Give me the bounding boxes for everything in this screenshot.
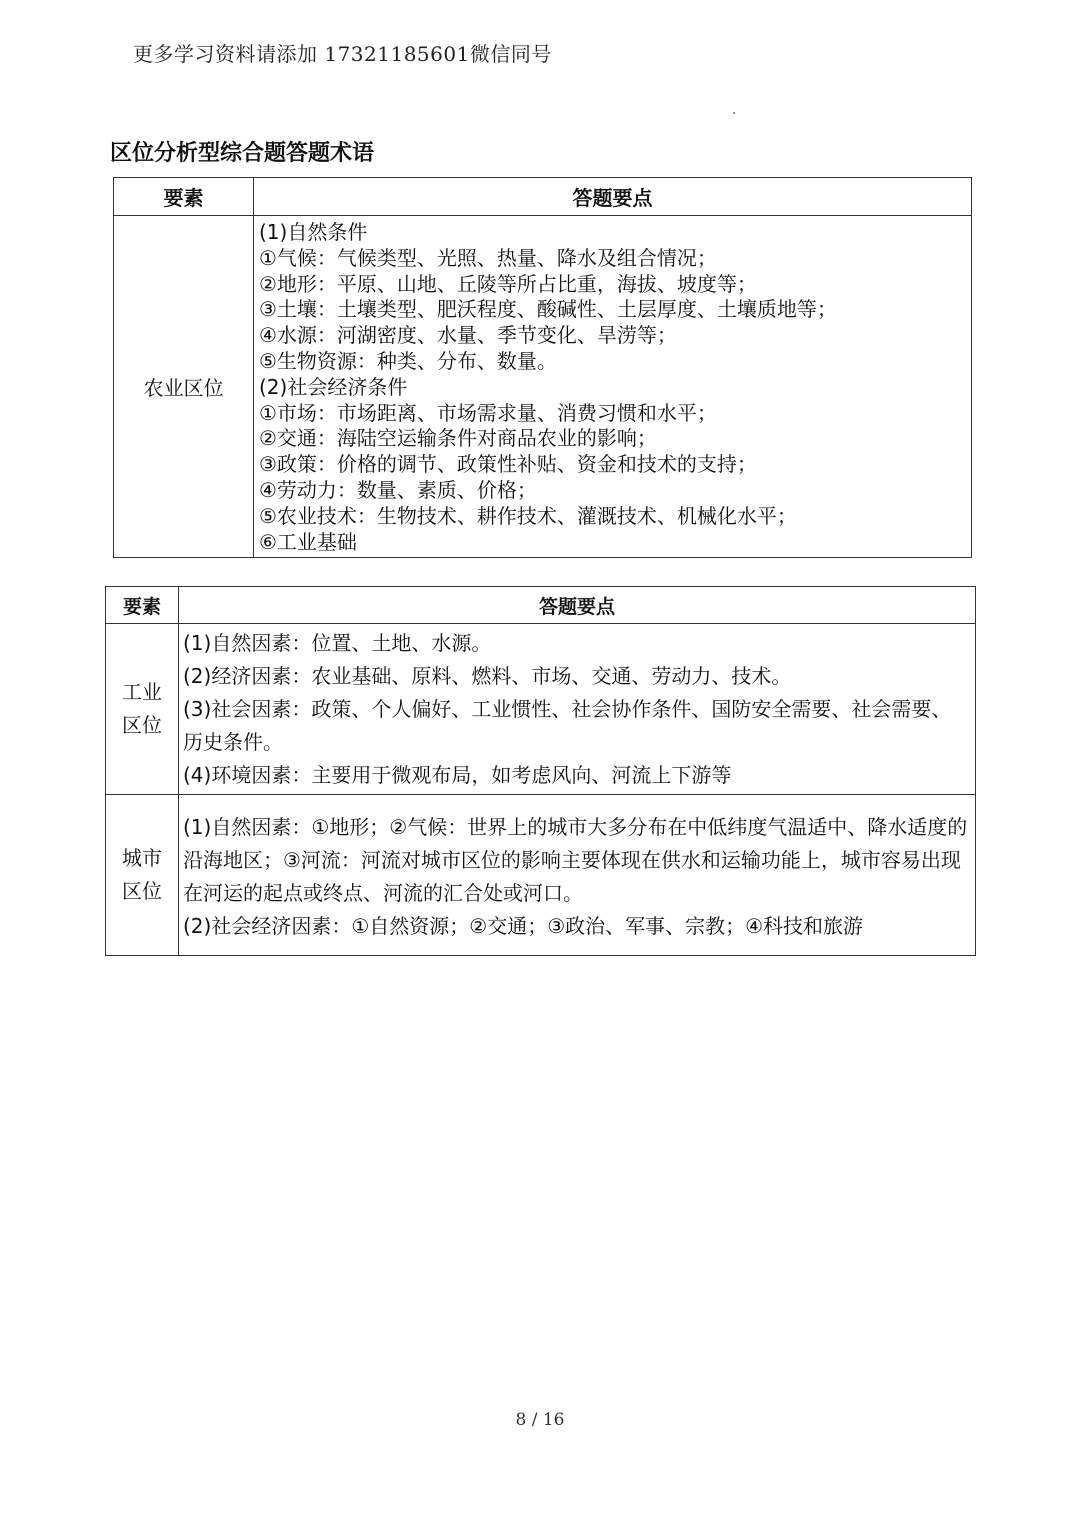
header-factor: 要素 xyxy=(106,587,179,624)
agriculture-points xyxy=(254,216,972,558)
point-paragraph: (2)社会经济因素：①自然资源；②交通；③政治、军事、宗教；④科技和旅游 xyxy=(183,914,864,938)
point-paragraph: (2)经济因素：农业基础、原料、燃料、市场、交通、劳动力、技术。 xyxy=(183,664,792,688)
header-key-points: 答题要点 xyxy=(254,178,972,216)
point-line: (1)自然条件 xyxy=(259,220,368,244)
factor-line: 区位 xyxy=(122,713,162,737)
point-line: ①气候：气候类型、光照、热量、降水及组合情况； xyxy=(259,245,717,270)
point-line: ⑥工业基础 xyxy=(259,529,357,554)
table-row xyxy=(106,795,976,956)
point-line: ②地形：平原、山地、丘陵等所占比重，海拔、坡度等； xyxy=(259,271,757,296)
agriculture-location-table xyxy=(113,177,972,558)
point-line: ④劳动力：数量、素质、价格； xyxy=(259,477,537,502)
point-line: ⑤农业技术：生物技术、耕作技术、灌溉技术、机械化水平； xyxy=(259,503,797,528)
point-line: ④水源：河湖密度、水量、季节变化、旱涝等； xyxy=(259,323,677,348)
point-line: ①市场：市场距离、市场需求量、消费习惯和水平； xyxy=(259,400,717,425)
point-paragraph: (4)环境因素：主要用于微观布局，如考虑风向、河流上下游等 xyxy=(183,763,732,787)
header-factor: 要素 xyxy=(114,178,254,216)
factor-industry xyxy=(106,624,179,795)
page-number: 8 / 16 xyxy=(515,1410,565,1430)
section-title: 区位分析型综合题答题术语 xyxy=(110,141,375,166)
point-paragraph: (1)自然因素：位置、土地、水源。 xyxy=(183,631,492,655)
point-line: ③土壤：土壤类型、肥沃程度、酸碱性、土层厚度、土壤质地等； xyxy=(259,297,837,322)
point-paragraph: (1)自然因素：①地形；②气候：世界上的城市大多分布在中低纬度气温适中、降水适度的沿海地区；③河流：河流对城市区位的影响主要体现在供水和运输功能上，城市容易出现在河运的起点或终点、河流的汇合处或河口。 xyxy=(183,815,968,905)
table-row xyxy=(114,216,972,558)
industry-points xyxy=(179,624,976,795)
table-header-row xyxy=(114,178,972,216)
factor-agriculture: 农业区位 xyxy=(114,216,254,558)
table-header-row xyxy=(106,587,976,624)
factor-line: 城市 xyxy=(122,846,162,870)
table-row xyxy=(106,624,976,795)
industry-city-location-table xyxy=(105,586,976,956)
point-line: ⑤生物资源：种类、分布、数量。 xyxy=(259,348,557,373)
point-line: (2)社会经济条件 xyxy=(259,374,408,399)
factor-line: 工业 xyxy=(122,680,162,704)
city-points xyxy=(179,795,976,956)
factor-line: 区位 xyxy=(122,879,162,903)
point-line: ②交通：海陆空运输条件对商品农业的影响； xyxy=(259,426,657,451)
factor-city xyxy=(106,795,179,956)
header-key-points: 答题要点 xyxy=(179,587,976,624)
header-note: 更多学习资料请添加 17321185601微信同号 xyxy=(133,42,552,66)
point-line: ③政策：价格的调节、政策性补贴、资金和技术的支持； xyxy=(259,452,757,477)
point-paragraph: (3)社会因素：政策、个人偏好、工业惯性、社会协作条件、国防安全需要、社会需要、历史条件。 xyxy=(183,697,952,754)
stray-dot xyxy=(733,112,735,114)
